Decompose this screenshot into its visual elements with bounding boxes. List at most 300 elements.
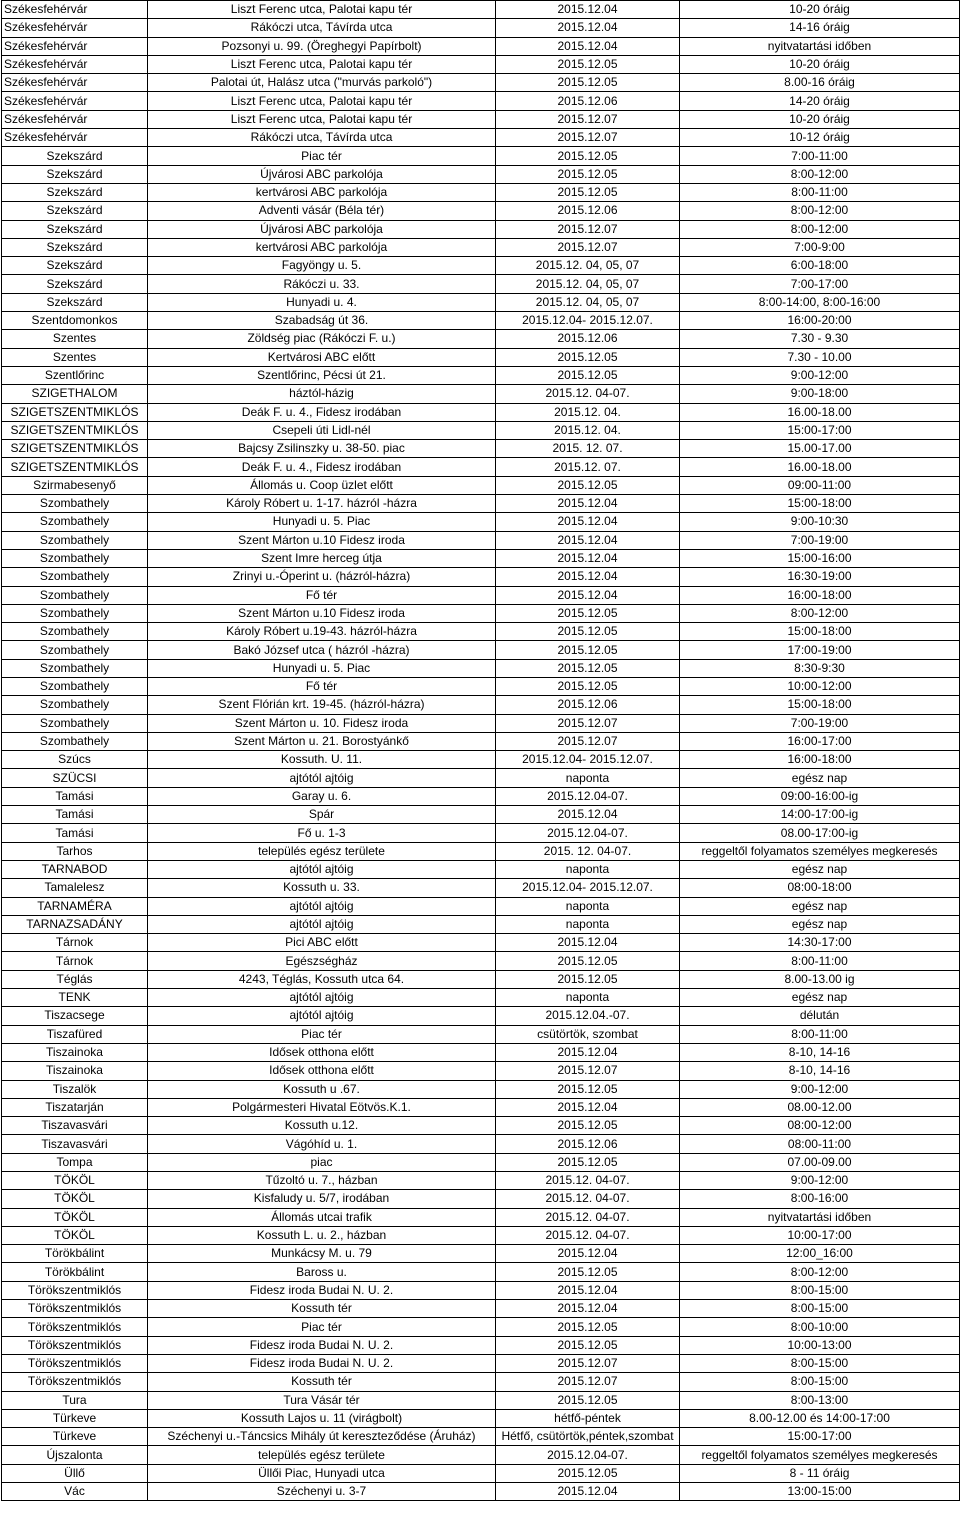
location-cell: Fidesz iroda Budai N. U. 2.: [148, 1281, 496, 1299]
location-cell: Kossuth tér: [148, 1300, 496, 1318]
location-cell: Egészségház: [148, 952, 496, 970]
location-cell: Rákóczi utca, Távírda utca: [148, 129, 496, 147]
table-row: [2, 1098, 960, 1116]
location-cell: Kossuth L. u. 2., házban: [148, 1226, 496, 1244]
table-row: [2, 147, 960, 165]
city-cell: TARNAMÉRA: [2, 897, 148, 915]
location-cell: Liszt Ferenc utca, Palotai kapu tér: [148, 55, 496, 73]
time-cell: 8:00-12:00: [680, 202, 960, 220]
city-cell: Szombathely: [2, 531, 148, 549]
location-cell: 4243, Téglás, Kossuth utca 64.: [148, 970, 496, 988]
city-cell: Törökszentmiklós: [2, 1281, 148, 1299]
time-cell: 09:00-11:00: [680, 476, 960, 494]
date-cell: 2015.12.05: [496, 74, 680, 92]
table-row: [2, 769, 960, 787]
city-cell: SZIGETSZENTMIKLÓS: [2, 403, 148, 421]
time-cell: 14:00-17:00-ig: [680, 806, 960, 824]
time-cell: 14-20 óráig: [680, 92, 960, 110]
table-row: [2, 202, 960, 220]
location-cell: Idősek otthona előtt: [148, 1043, 496, 1061]
location-cell: ajtótól ajtóig: [148, 897, 496, 915]
table-row: [2, 165, 960, 183]
location-cell: Polgármesteri Hivatal Eötvös.K.1.: [148, 1098, 496, 1116]
date-cell: 2015. 12. 04-07.: [496, 842, 680, 860]
date-cell: 2015.12. 04, 05, 07: [496, 293, 680, 311]
location-cell: Rákóczi u. 33.: [148, 275, 496, 293]
city-cell: Szekszárd: [2, 257, 148, 275]
date-cell: hétfő-péntek: [496, 1409, 680, 1427]
date-cell: 2015.12.04: [496, 934, 680, 952]
time-cell: 8:00-13:00: [680, 1391, 960, 1409]
time-cell: 16.00-18.00: [680, 403, 960, 421]
table-row: [2, 586, 960, 604]
table-row: [2, 275, 960, 293]
city-cell: Szombathely: [2, 549, 148, 567]
location-cell: Deák F. u. 4., Fidesz irodában: [148, 458, 496, 476]
date-cell: 2015.12.04: [496, 1043, 680, 1061]
time-cell: 8:00-10:00: [680, 1318, 960, 1336]
city-cell: Tiszacsege: [2, 1007, 148, 1025]
date-cell: 2015.12.04: [496, 19, 680, 37]
location-cell: Piac tér: [148, 147, 496, 165]
table-row: [2, 1354, 960, 1372]
location-cell: Idősek otthona előtt: [148, 1062, 496, 1080]
date-cell: 2015.12.04- 2015.12.07.: [496, 879, 680, 897]
time-cell: 07.00-09.00: [680, 1153, 960, 1171]
city-cell: Tamási: [2, 787, 148, 805]
location-cell: Károly Róbert u. 1-17. házról -házra: [148, 495, 496, 513]
date-cell: 2015.12.04: [496, 568, 680, 586]
table-row: [2, 458, 960, 476]
time-cell: 16:00-18:00: [680, 751, 960, 769]
city-cell: Szekszárd: [2, 202, 148, 220]
date-cell: 2015.12.04: [496, 549, 680, 567]
time-cell: 8:00-11:00: [680, 1025, 960, 1043]
table-row: [2, 421, 960, 439]
date-cell: 2015.12.05: [496, 1263, 680, 1281]
city-cell: Tompa: [2, 1153, 148, 1171]
time-cell: 8.00-12.00 és 14:00-17:00: [680, 1409, 960, 1427]
table-row: [2, 641, 960, 659]
table-row: [2, 1208, 960, 1226]
time-cell: 7:00-11:00: [680, 147, 960, 165]
date-cell: 2015.12.07: [496, 220, 680, 238]
time-cell: 8.00-13.00 ig: [680, 970, 960, 988]
city-cell: Szekszárd: [2, 183, 148, 201]
date-cell: 2015.12.07: [496, 129, 680, 147]
table-row: [2, 257, 960, 275]
table-row: [2, 897, 960, 915]
table-row: [2, 74, 960, 92]
table-row: [2, 1007, 960, 1025]
time-cell: 8-10, 14-16: [680, 1062, 960, 1080]
location-cell: Pozsonyi u. 99. (Öreghegyi Papírbolt): [148, 37, 496, 55]
date-cell: 2015.12.05: [496, 476, 680, 494]
table-row: [2, 495, 960, 513]
city-cell: Tiszafüred: [2, 1025, 148, 1043]
time-cell: 08.00-12.00: [680, 1098, 960, 1116]
location-cell: Munkácsy M. u. 79: [148, 1245, 496, 1263]
location-cell: Tura Vásár tér: [148, 1391, 496, 1409]
table-row: [2, 934, 960, 952]
time-cell: 9:00-12:00: [680, 366, 960, 384]
date-cell: 2015.12.06: [496, 1135, 680, 1153]
date-cell: csütörtök, szombat: [496, 1025, 680, 1043]
city-cell: Szombathely: [2, 623, 148, 641]
location-cell: Liszt Ferenc utca, Palotai kapu tér: [148, 110, 496, 128]
date-cell: 2015.12.05: [496, 348, 680, 366]
location-cell: Szabadság út 36.: [148, 312, 496, 330]
location-cell: Fő u. 1-3: [148, 824, 496, 842]
date-cell: 2015. 12. 07.: [496, 440, 680, 458]
table-row: [2, 659, 960, 677]
location-cell: Szent Flórián krt. 19-45. (házról-házra): [148, 696, 496, 714]
location-cell: Kossuth tér: [148, 1373, 496, 1391]
table-row: [2, 1281, 960, 1299]
table-row: [2, 1135, 960, 1153]
date-cell: 2015.12.04-07.: [496, 1446, 680, 1464]
table-row: [2, 348, 960, 366]
location-cell: Liszt Ferenc utca, Palotai kapu tér: [148, 92, 496, 110]
city-cell: SZIGETSZENTMIKLÓS: [2, 440, 148, 458]
city-cell: Tiszatarján: [2, 1098, 148, 1116]
location-cell: Deák F. u. 4., Fidesz irodában: [148, 403, 496, 421]
city-cell: Szombathely: [2, 641, 148, 659]
time-cell: 8:00-15:00: [680, 1354, 960, 1372]
location-cell: Állomás utcai trafik: [148, 1208, 496, 1226]
table-row: [2, 238, 960, 256]
city-cell: Székesfehérvár: [2, 55, 148, 73]
table-row: [2, 403, 960, 421]
date-cell: 2015.12.04: [496, 1, 680, 19]
date-cell: 2015.12.04: [496, 1300, 680, 1318]
location-cell: település egész területe: [148, 842, 496, 860]
table-row: [2, 110, 960, 128]
city-cell: Törökszentmiklós: [2, 1336, 148, 1354]
time-cell: 17:00-19:00: [680, 641, 960, 659]
table-row: [2, 604, 960, 622]
date-cell: 2015.12.07: [496, 714, 680, 732]
time-cell: 8:00-12:00: [680, 220, 960, 238]
city-cell: Tárnok: [2, 934, 148, 952]
location-cell: Szent Márton u.10 Fidesz iroda: [148, 531, 496, 549]
city-cell: Tiszainoka: [2, 1062, 148, 1080]
location-cell: Kisfaludy u. 5/7, irodában: [148, 1190, 496, 1208]
time-cell: 7:00-19:00: [680, 531, 960, 549]
time-cell: 7.30 - 9.30: [680, 330, 960, 348]
date-cell: 2015.12.04-07.: [496, 787, 680, 805]
date-cell: 2015.12.05: [496, 604, 680, 622]
location-cell: Fő tér: [148, 677, 496, 695]
time-cell: 8:30-9:30: [680, 659, 960, 677]
date-cell: 2015.12.06: [496, 330, 680, 348]
table-row: [2, 1025, 960, 1043]
location-cell: Zrinyi u.-Óperint u. (házról-házra): [148, 568, 496, 586]
location-cell: Széchenyi u.-Táncsics Mihály út kereszteződése (Áruház): [148, 1428, 496, 1446]
city-cell: TÖKÖL: [2, 1190, 148, 1208]
date-cell: 2015.12.04: [496, 806, 680, 824]
time-cell: 16:00-20:00: [680, 312, 960, 330]
table-row: [2, 183, 960, 201]
location-cell: Fidesz iroda Budai N. U. 2.: [148, 1354, 496, 1372]
date-cell: 2015.12.04: [496, 531, 680, 549]
time-cell: 7:00-19:00: [680, 714, 960, 732]
time-cell: 8:00-15:00: [680, 1281, 960, 1299]
time-cell: 9:00-10:30: [680, 513, 960, 531]
city-cell: Törökszentmiklós: [2, 1318, 148, 1336]
time-cell: 10-20 óráig: [680, 1, 960, 19]
table-row: [2, 1318, 960, 1336]
location-cell: Üllői Piac, Hunyadi utca: [148, 1464, 496, 1482]
city-cell: Törökszentmiklós: [2, 1300, 148, 1318]
city-cell: Szúcs: [2, 751, 148, 769]
date-cell: 2015.12.05: [496, 659, 680, 677]
time-cell: egész nap: [680, 897, 960, 915]
date-cell: 2015.12.05: [496, 1080, 680, 1098]
time-cell: 7:00-9:00: [680, 238, 960, 256]
table-row: [2, 330, 960, 348]
date-cell: 2015.12.05: [496, 970, 680, 988]
location-cell: Adventi vásár (Béla tér): [148, 202, 496, 220]
date-cell: 2015.12.05: [496, 1117, 680, 1135]
date-cell: 2015.12.07: [496, 110, 680, 128]
table-row: [2, 952, 960, 970]
table-row: [2, 312, 960, 330]
time-cell: 14:30-17:00: [680, 934, 960, 952]
table-row: [2, 1446, 960, 1464]
location-cell: Kossuth Lajos u. 11 (virágbolt): [148, 1409, 496, 1427]
date-cell: naponta: [496, 897, 680, 915]
table-row: [2, 1190, 960, 1208]
time-cell: 8:00-16:00: [680, 1190, 960, 1208]
location-cell: Pici ABC előtt: [148, 934, 496, 952]
time-cell: nyitvatartási időben: [680, 1208, 960, 1226]
date-cell: 2015.12. 04-07.: [496, 1208, 680, 1226]
time-cell: 08.00-17:00-ig: [680, 824, 960, 842]
city-cell: Szombathely: [2, 714, 148, 732]
location-cell: Baross u.: [148, 1263, 496, 1281]
location-cell: Garay u. 6.: [148, 787, 496, 805]
city-cell: Türkeve: [2, 1428, 148, 1446]
city-cell: Szekszárd: [2, 220, 148, 238]
table-row: [2, 293, 960, 311]
location-cell: Fidesz iroda Budai N. U. 2.: [148, 1336, 496, 1354]
city-cell: Téglás: [2, 970, 148, 988]
time-cell: 08:00-11:00: [680, 1135, 960, 1153]
table-row: [2, 92, 960, 110]
location-cell: Szent Márton u. 21. Borostyánkő: [148, 732, 496, 750]
location-cell: Szent Márton u. 10. Fidesz iroda: [148, 714, 496, 732]
location-cell: Kossuth u.12.: [148, 1117, 496, 1135]
city-cell: TÖKÖL: [2, 1226, 148, 1244]
location-cell: piac: [148, 1153, 496, 1171]
time-cell: délután: [680, 1007, 960, 1025]
time-cell: 10-12 óráig: [680, 129, 960, 147]
city-cell: Vác: [2, 1483, 148, 1501]
city-cell: Szekszárd: [2, 293, 148, 311]
date-cell: 2015.12. 04-07.: [496, 1226, 680, 1244]
time-cell: 12:00_16:00: [680, 1245, 960, 1263]
location-cell: ajtótól ajtóig: [148, 769, 496, 787]
city-cell: SZIGETHALOM: [2, 385, 148, 403]
time-cell: egész nap: [680, 989, 960, 1007]
table-row: [2, 970, 960, 988]
city-cell: Tiszavasvári: [2, 1135, 148, 1153]
table-row: [2, 385, 960, 403]
city-cell: TÖKÖL: [2, 1172, 148, 1190]
date-cell: 2015.12.05: [496, 1391, 680, 1409]
time-cell: 15:00-18:00: [680, 623, 960, 641]
city-cell: Szekszárd: [2, 165, 148, 183]
city-cell: Üllő: [2, 1464, 148, 1482]
city-cell: Tiszalök: [2, 1080, 148, 1098]
date-cell: 2015.12.05: [496, 183, 680, 201]
date-cell: 2015.12.04: [496, 1281, 680, 1299]
time-cell: 8:00-11:00: [680, 183, 960, 201]
location-cell: Szent Márton u.10 Fidesz iroda: [148, 604, 496, 622]
location-cell: Piac tér: [148, 1318, 496, 1336]
city-cell: Szentdomonkos: [2, 312, 148, 330]
locations-table-body: [2, 1, 960, 1501]
city-cell: Türkeve: [2, 1409, 148, 1427]
date-cell: 2015.12. 04.: [496, 403, 680, 421]
location-cell: Palotai út, Halász utca ("murvás parkoló"): [148, 74, 496, 92]
city-cell: Székesfehérvár: [2, 110, 148, 128]
table-row: [2, 1043, 960, 1061]
table-row: [2, 1153, 960, 1171]
location-cell: Bakó József utca ( házról -házra): [148, 641, 496, 659]
time-cell: 10:00-17:00: [680, 1226, 960, 1244]
location-cell: háztól-házig: [148, 385, 496, 403]
city-cell: Szombathely: [2, 732, 148, 750]
city-cell: Tamási: [2, 824, 148, 842]
time-cell: 15:00-18:00: [680, 696, 960, 714]
time-cell: egész nap: [680, 860, 960, 878]
location-cell: Fagyöngy u. 5.: [148, 257, 496, 275]
city-cell: Szekszárd: [2, 147, 148, 165]
location-cell: Károly Róbert u.19-43. házról-házra: [148, 623, 496, 641]
location-cell: Kossuth u .67.: [148, 1080, 496, 1098]
table-row: [2, 677, 960, 695]
table-row: [2, 440, 960, 458]
date-cell: 2015.12.07: [496, 238, 680, 256]
date-cell: naponta: [496, 915, 680, 933]
date-cell: 2015.12.05: [496, 1464, 680, 1482]
location-cell: település egész területe: [148, 1446, 496, 1464]
date-cell: Hétfő, csütörtök,péntek,szombat: [496, 1428, 680, 1446]
time-cell: 10-20 óráig: [680, 55, 960, 73]
location-cell: Újvárosi ABC parkolója: [148, 220, 496, 238]
date-cell: 2015.12.05: [496, 641, 680, 659]
table-row: [2, 1062, 960, 1080]
table-row: [2, 549, 960, 567]
time-cell: 15:00-17:00: [680, 421, 960, 439]
city-cell: Tura: [2, 1391, 148, 1409]
date-cell: 2015.12. 04, 05, 07: [496, 257, 680, 275]
table-row: [2, 915, 960, 933]
location-cell: Piac tér: [148, 1025, 496, 1043]
time-cell: 9:00-12:00: [680, 1080, 960, 1098]
table-row: [2, 879, 960, 897]
city-cell: Törökbálint: [2, 1245, 148, 1263]
city-cell: Szombathely: [2, 513, 148, 531]
date-cell: naponta: [496, 860, 680, 878]
table-row: [2, 1428, 960, 1446]
location-cell: Kossuth. U. 11.: [148, 751, 496, 769]
city-cell: SZIGETSZENTMIKLÓS: [2, 458, 148, 476]
time-cell: 14-16 óráig: [680, 19, 960, 37]
location-cell: Spár: [148, 806, 496, 824]
time-cell: reggeltől folyamatos személyes megkeresés: [680, 842, 960, 860]
date-cell: 2015.12.04- 2015.12.07.: [496, 312, 680, 330]
table-row: [2, 806, 960, 824]
date-cell: 2015.12.05: [496, 677, 680, 695]
city-cell: Székesfehérvár: [2, 74, 148, 92]
city-cell: TARNABOD: [2, 860, 148, 878]
city-cell: Szombathely: [2, 586, 148, 604]
time-cell: 15:00-16:00: [680, 549, 960, 567]
date-cell: 2015.12.07: [496, 1373, 680, 1391]
time-cell: 8:00-15:00: [680, 1300, 960, 1318]
date-cell: 2015.12.05: [496, 55, 680, 73]
city-cell: Szekszárd: [2, 275, 148, 293]
city-cell: TENK: [2, 989, 148, 1007]
city-cell: Szirmabesenyő: [2, 476, 148, 494]
time-cell: 8:00-12:00: [680, 604, 960, 622]
time-cell: 8-10, 14-16: [680, 1043, 960, 1061]
date-cell: 2015.12.07: [496, 1062, 680, 1080]
table-row: [2, 989, 960, 1007]
date-cell: 2015.12.04: [496, 37, 680, 55]
time-cell: 16:30-19:00: [680, 568, 960, 586]
city-cell: Székesfehérvár: [2, 37, 148, 55]
location-cell: Zöldség piac (Rákóczi F. u.): [148, 330, 496, 348]
city-cell: TÖKÖL: [2, 1208, 148, 1226]
city-cell: Újszalonta: [2, 1446, 148, 1464]
date-cell: 2015.12.05: [496, 1318, 680, 1336]
city-cell: Szombathely: [2, 659, 148, 677]
time-cell: 7:00-17:00: [680, 275, 960, 293]
city-cell: Szentlőrinc: [2, 366, 148, 384]
time-cell: 8.00-16 óráig: [680, 74, 960, 92]
date-cell: 2015.12.04- 2015.12.07.: [496, 751, 680, 769]
time-cell: egész nap: [680, 915, 960, 933]
date-cell: 2015.12.04: [496, 495, 680, 513]
location-cell: Rákóczi utca, Távírda utca: [148, 19, 496, 37]
time-cell: 8:00-12:00: [680, 165, 960, 183]
time-cell: 16:00-18:00: [680, 586, 960, 604]
location-cell: kertvárosi ABC parkolója: [148, 183, 496, 201]
time-cell: 16:00-17:00: [680, 732, 960, 750]
table-row: [2, 476, 960, 494]
city-cell: SZÜCSI: [2, 769, 148, 787]
table-row: [2, 1373, 960, 1391]
table-row: [2, 842, 960, 860]
city-cell: TARNAZSADÁNY: [2, 915, 148, 933]
city-cell: Tárnok: [2, 952, 148, 970]
table-row: [2, 1483, 960, 1501]
date-cell: 2015.12.04: [496, 1483, 680, 1501]
location-cell: ajtótól ajtóig: [148, 860, 496, 878]
table-row: [2, 623, 960, 641]
date-cell: 2015.12.05: [496, 623, 680, 641]
time-cell: 10:00-13:00: [680, 1336, 960, 1354]
time-cell: reggeltől folyamatos személyes megkeresés: [680, 1446, 960, 1464]
city-cell: Székesfehérvár: [2, 92, 148, 110]
table-row: [2, 1336, 960, 1354]
table-row: [2, 714, 960, 732]
time-cell: 15:00-18:00: [680, 495, 960, 513]
